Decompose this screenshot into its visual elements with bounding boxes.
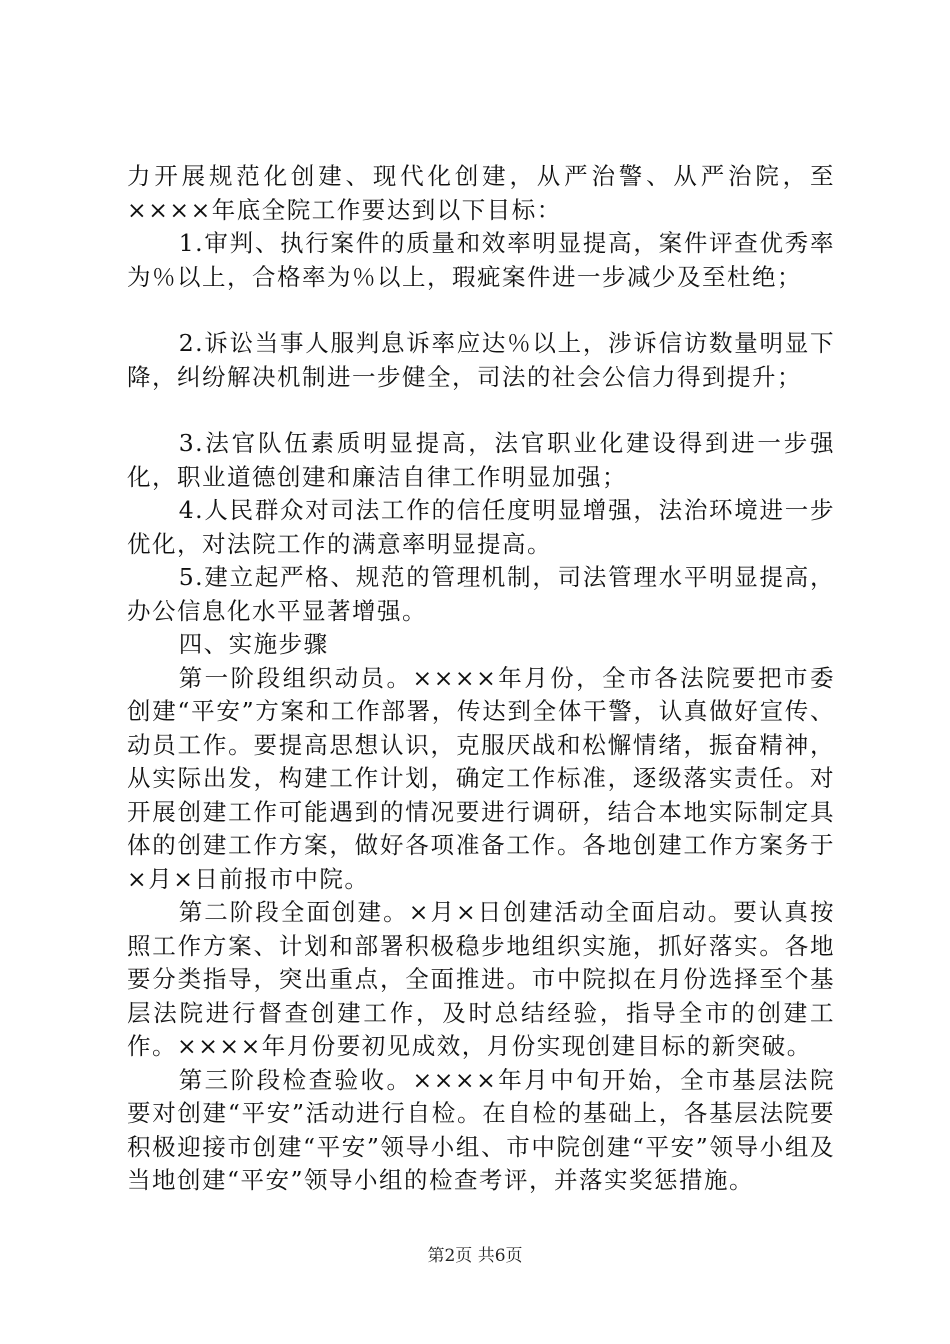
paragraph-goal-2: 2.诉讼当事人服判息诉率应达％以上，涉诉信访数量明显下降，纠纷解决机制进一步健全，司法的社会公信力得到提升； <box>127 329 835 391</box>
paragraph-goal-1: 1.审判、执行案件的质量和效率明显提高，案件评查优秀率为％以上，合格率为％以上，瑕疵案件进一步减少及至杜绝； <box>127 229 835 291</box>
page-number-footer: 第2页 共6页 <box>427 1246 523 1266</box>
paragraph-goal-4: 4.人民群众对司法工作的信任度明显增强，法治环境进一步优化，对法院工作的满意率明显提高。 <box>127 496 835 558</box>
paragraph-stage-1: 第一阶段组织动员。××××年月份，全市各法院要把市委创建“平安”方案和工作部署，传达到全体干警，认真做好宣传、动员工作。要提高思想认识，克服厌战和松懈情绪，振奋精神，从实际出发，构建工作计划，确定工作标准，逐级落实责任。对开展创建工作可能遇到的情况要进行调研，结合本地实际制定具体的创建工作方案，做好各项准备工作。各地创建工作方案务于×月×日前报市中院。 <box>127 663 835 893</box>
paragraph-stage-2: 第二阶段全面创建。×月×日创建活动全面启动。要认真按照工作方案、计划和部署积极稳步地组织实施，抓好落实。各地要分类指导，突出重点，全面推进。市中院拟在月份选择至个基层法院进行督查创建工作，及时总结经验，指导全市的创建工作。××××年月份要初见成效，月份实现创建目标的新突破。 <box>127 898 835 1060</box>
section-heading-steps: 四、实施步骤 <box>178 630 329 658</box>
document-body <box>127 160 835 1198</box>
paragraph-intro: 力开展规范化创建、现代化创建，从严治警、从严治院，至××××年底全院工作要达到以下目标： <box>127 162 835 224</box>
paragraph-goal-3: 3.法官队伍素质明显提高，法官职业化建设得到进一步强化，职业道德创建和廉洁自律工作明显加强； <box>127 429 835 491</box>
paragraph-stage-3: 第三阶段检查验收。××××年月中旬开始，全市基层法院要对创建“平安”活动进行自检。在自检的基础上，各基层法院要积极迎接市创建“平安”领导小组、市中院创建“平安”领导小组及当地创建“平安”领导小组的检查考评，并落实奖惩措施。 <box>127 1065 835 1194</box>
paragraph-goal-5: 5.建立起严格、规范的管理机制，司法管理水平明显提高，办公信息化水平显著增强。 <box>127 563 835 625</box>
